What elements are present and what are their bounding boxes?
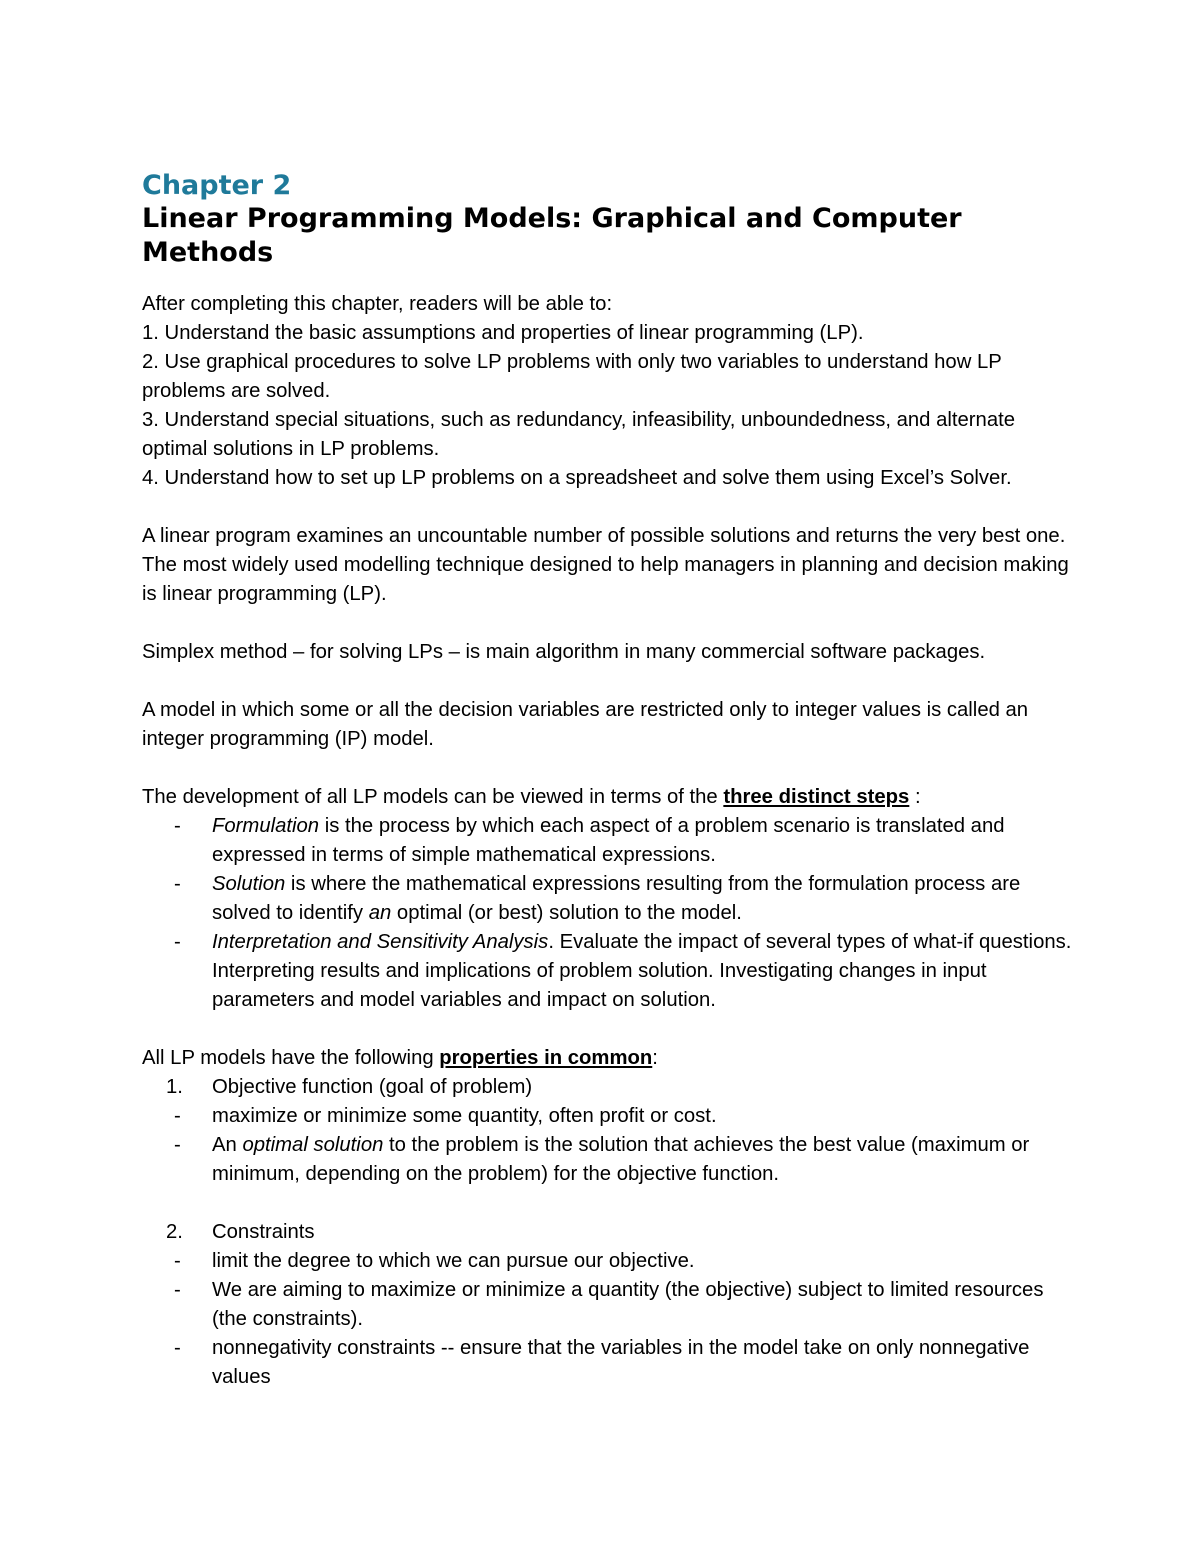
document-page [142,170,1072,1392]
dash-marker: - [174,873,181,895]
list-item [142,1073,1072,1102]
steps-list [142,812,1072,1015]
property-heading: Objective function (goal of problem) [212,1076,533,1098]
properties-list-2 [142,1218,1072,1392]
step-term: Solution [212,873,286,895]
dash-marker: - [174,1250,181,1272]
list-item: - maximize or minimize some quantity, often profit or cost. [142,1102,1072,1131]
property-heading: Constraints [212,1221,315,1243]
document-body [142,290,1072,1392]
list-item: - Solution is where the mathematical expressions resulting from the formulation process are solved to identify an optimal (or best) solution to the model. [142,870,1072,928]
list-item: - An optimal solution to the problem is the solution that achieves the best value (maximum or minimum, depending on the problem) for the objective function. [142,1131,1072,1189]
list-item: - We are aiming to maximize or minimize a quantity (the objective) subject to limited resources (the constraints). [142,1276,1072,1334]
paragraph-lp-definition: A linear program examines an uncountable number of possible solutions and returns the very best one. The most widely used modelling technique designed to help managers in planning and decision making is linear programming (LP). [142,525,1069,605]
list-item: - limit the degree to which we can pursue our objective. [142,1247,1072,1276]
list-item: - Interpretation and Sensitivity Analysis. Evaluate the impact of several types of what-if questions. Interpreting results and implications of problem solution. Investigating changes in input parameters and model variables and impact on solution. [142,928,1072,1015]
step-term: Formulation [212,815,320,837]
objectives-intro: After completing this chapter, readers will be able to: [142,293,613,315]
list-item: - Formulation is the process by which each aspect of a problem scenario is translated and expressed in terms of simple mathematical expressions. [142,812,1072,870]
dash-marker: - [174,1279,181,1301]
dash-marker: - [174,1105,181,1127]
steps-intro: The development of all LP models can be viewed in terms of the three distinct steps : [142,786,921,808]
properties-intro: All LP models have the following properties in common: [142,1047,658,1069]
number-marker: 2. [166,1221,183,1243]
properties-in-common-link[interactable]: properties in common [439,1047,653,1069]
chapter-label: Chapter 2 [142,170,292,201]
paragraph-integer-programming: A model in which some or all the decision variables are restricted only to integer values is called an integer programming (IP) model. [142,699,1029,750]
objective-item: 4. Understand how to set up LP problems on a spreadsheet and solve them using Excel’s Solver. [142,467,1012,489]
dash-marker: - [174,815,181,837]
objective-item: 2. Use graphical procedures to solve LP problems with only two variables to understand how LP problems are solved. [142,351,1002,402]
chapter-title: Linear Programming Models: Graphical and Computer Methods [142,203,962,268]
objective-item: 1. Understand the basic assumptions and properties of linear programming (LP). [142,322,864,344]
list-item [142,1218,1072,1247]
step-term: Interpretation and Sensitivity Analysis [212,931,549,953]
objective-item: 3. Understand special situations, such as redundancy, infeasibility, unboundedness, and alternate optimal solutions in LP problems. [142,409,1016,460]
dash-marker: - [174,931,181,953]
number-marker: 1. [166,1076,183,1098]
three-distinct-steps-link[interactable]: three distinct steps [723,786,910,808]
paragraph-simplex: Simplex method – for solving LPs – is main algorithm in many commercial software packages. [142,641,986,663]
dash-marker: - [174,1134,181,1156]
list-item: - nonnegativity constraints -- ensure that the variables in the model take on only nonnegative values [142,1334,1072,1392]
dash-marker: - [174,1337,181,1359]
properties-list-1 [142,1073,1072,1189]
